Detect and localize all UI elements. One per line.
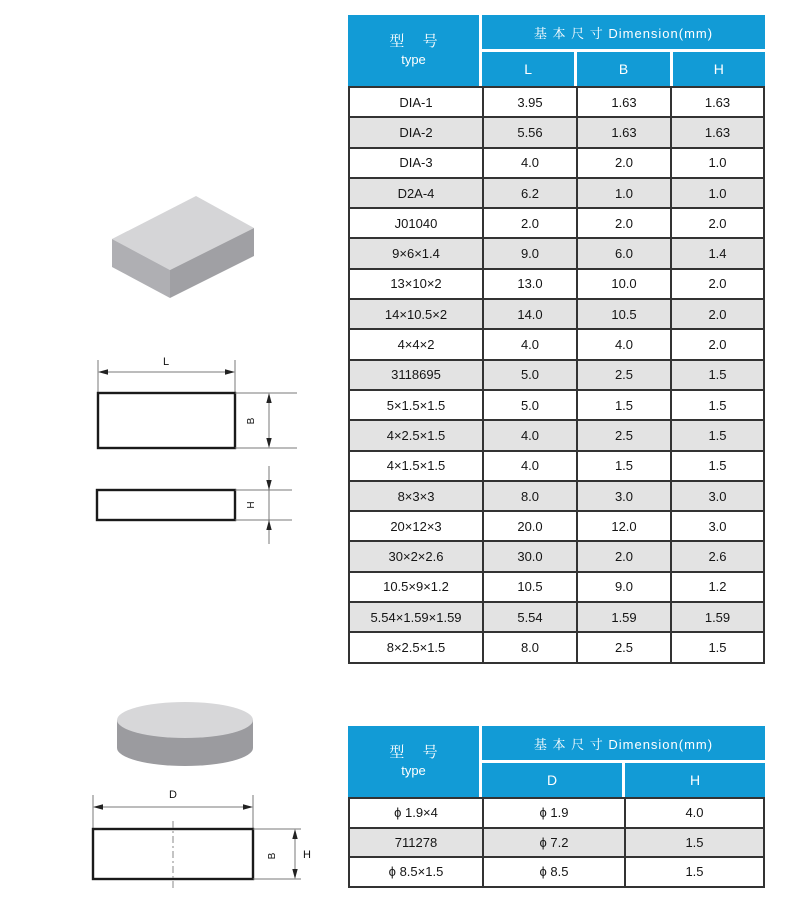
type-cell-value: 4×2.5×1.5 [349, 420, 483, 450]
dimension-cell-value: 2.0 [483, 208, 577, 238]
dimension-cell-value: 4.0 [483, 451, 577, 481]
dimension-cell-value: 10.5 [577, 299, 671, 329]
dimension-header-area [482, 15, 765, 86]
table-row [349, 117, 764, 147]
dimension-cell-value: 2.0 [577, 541, 671, 571]
type-cell-value: J01040 [349, 208, 483, 238]
dimension-cell-value: 12.0 [577, 511, 671, 541]
disc-dimension-table [348, 726, 765, 888]
table-row [349, 299, 764, 329]
dimension-cell-value: 5.54 [483, 602, 577, 632]
height-dimension-label: H [246, 501, 257, 509]
table-row [349, 828, 764, 858]
dimension-cell-value: 14.0 [483, 299, 577, 329]
dimension-cell-value: 6.0 [577, 238, 671, 268]
rect-dimension-table [348, 15, 765, 664]
type-cell-value: 13×10×2 [349, 269, 483, 299]
dimension-cell-value: 1.59 [577, 602, 671, 632]
table-row [349, 541, 764, 571]
arrowhead [98, 369, 108, 375]
table-row [349, 148, 764, 178]
dimension-cell-value: 30.0 [483, 541, 577, 571]
type-cell-value: 3118695 [349, 360, 483, 390]
dimension-cell-value: 1.5 [671, 360, 764, 390]
dimension-cell-value: 1.63 [671, 87, 764, 117]
dimension-cell-value: 2.5 [577, 360, 671, 390]
table-row [349, 451, 764, 481]
table-row [349, 798, 764, 828]
dimension-cell-value: 10.5 [483, 572, 577, 602]
dimension-cell-value: 1.4 [671, 238, 764, 268]
type-cell-value: 8×3×3 [349, 481, 483, 511]
type-cell-value: 711278 [349, 828, 483, 858]
dimension-cell-value: 1.5 [625, 857, 764, 887]
type-header-cell [348, 726, 479, 797]
dimension-columns [482, 52, 765, 86]
dimension-cell-value: 5.56 [483, 117, 577, 147]
diameter-dimension-label: D [169, 789, 177, 801]
dimension-cell-value: 2.0 [671, 299, 764, 329]
rect-side-view-drawing [90, 462, 315, 554]
dimension-cell-value: 3.0 [671, 481, 764, 511]
dimension-cell-value: 8.0 [483, 481, 577, 511]
table-row [349, 238, 764, 268]
dimension-cell-value: 9.0 [577, 572, 671, 602]
dimension-cell-value: 1.5 [671, 390, 764, 420]
dimension-cell-value: 2.0 [671, 269, 764, 299]
type-cell-value: 9×6×1.4 [349, 238, 483, 268]
type-cell-value: 4×4×2 [349, 329, 483, 359]
dimension-cell-value: 2.0 [671, 329, 764, 359]
dimension-cell-value: 1.59 [671, 602, 764, 632]
table-row [349, 572, 764, 602]
width-dimension-label: B [267, 852, 278, 860]
dimension-cell-value: 20.0 [483, 511, 577, 541]
length-dimension-label: L [162, 356, 170, 368]
dimension-cell-value: 2.0 [577, 148, 671, 178]
dimension-cell-value: 13.0 [483, 269, 577, 299]
disc-dimension-drawing [85, 785, 320, 900]
type-cell-value: 5×1.5×1.5 [349, 390, 483, 420]
table-row [349, 481, 764, 511]
dimension-cell-value: 10.0 [577, 269, 671, 299]
table-row [349, 178, 764, 208]
dimension-cell-value: 4.0 [483, 148, 577, 178]
part-outline [98, 393, 235, 448]
dimension-cell-value: ϕ 7.2 [483, 828, 625, 858]
type-cell-value: 5.54×1.59×1.59 [349, 602, 483, 632]
dimension-cell-value: 2.6 [671, 541, 764, 571]
dimension-cell-value: 1.63 [671, 117, 764, 147]
dimension-cell-value: 1.63 [577, 87, 671, 117]
table-row [349, 632, 764, 662]
arrowhead [266, 438, 271, 448]
dimension-cell-value: 2.0 [671, 208, 764, 238]
column-header-H: H [673, 52, 765, 86]
type-cell-value: 20×12×3 [349, 511, 483, 541]
dimension-cell-value: 1.5 [577, 451, 671, 481]
dimension-cell-value: 1.0 [671, 178, 764, 208]
width-dimension-label: B [246, 417, 257, 425]
column-header-B: B [577, 52, 669, 86]
table-body [348, 86, 765, 664]
type-cell-value: ϕ 8.5×1.5 [349, 857, 483, 887]
type-label-en: type [401, 762, 426, 778]
table-row [349, 208, 764, 238]
type-cell-value: 10.5×9×1.2 [349, 572, 483, 602]
type-header-cell [348, 15, 479, 86]
dimension-cell-value: 8.0 [483, 632, 577, 662]
arrowhead [266, 480, 271, 490]
arrowhead [292, 869, 297, 879]
column-header-H: H [625, 763, 765, 797]
rect-top-view-drawing [90, 352, 315, 460]
table-row [349, 857, 764, 887]
type-cell-value: 8×2.5×1.5 [349, 632, 483, 662]
table-row [349, 420, 764, 450]
table-header [348, 726, 765, 797]
type-cell-value: D2A-4 [349, 178, 483, 208]
table-row [349, 360, 764, 390]
dimension-title: 基 本 尺 寸 Dimension(mm) [482, 726, 765, 760]
dimension-cell-value: 4.0 [577, 329, 671, 359]
arrowhead [93, 804, 103, 810]
dimension-cell-value: 1.0 [577, 178, 671, 208]
dimension-cell-value: 5.0 [483, 360, 577, 390]
table-row [349, 511, 764, 541]
dimension-cell-value: 2.5 [577, 632, 671, 662]
dimension-cell-value: 1.5 [671, 451, 764, 481]
dimension-cell-value: 5.0 [483, 390, 577, 420]
dimension-cell-value: 1.5 [671, 632, 764, 662]
type-cell-value: 14×10.5×2 [349, 299, 483, 329]
column-header-D: D [482, 763, 622, 797]
arrowhead [243, 804, 253, 810]
dimension-title: 基 本 尺 寸 Dimension(mm) [482, 15, 765, 49]
dimension-cell-value: 6.2 [483, 178, 577, 208]
part-outline [97, 490, 235, 520]
dimension-cell-value: 3.0 [671, 511, 764, 541]
table-row [349, 269, 764, 299]
dimension-cell-value: 1.5 [671, 420, 764, 450]
disc-top-face [117, 702, 253, 738]
arrowhead [266, 393, 271, 403]
type-cell-value: 30×2×2.6 [349, 541, 483, 571]
table-row [349, 390, 764, 420]
dimension-cell-value: 4.0 [625, 798, 764, 828]
type-cell-value: 4×1.5×1.5 [349, 451, 483, 481]
disc-3d-illustration [105, 695, 265, 790]
column-header-L: L [482, 52, 574, 86]
dimension-cell-value: 1.5 [625, 828, 764, 858]
table-row [349, 329, 764, 359]
table-header [348, 15, 765, 86]
dimension-cell-value: 1.2 [671, 572, 764, 602]
dimension-cell-value: 2.5 [577, 420, 671, 450]
table-row [349, 87, 764, 117]
dimension-header-area [482, 726, 765, 797]
type-cell-value: DIA-1 [349, 87, 483, 117]
dimension-cell-value: 4.0 [483, 420, 577, 450]
type-label-cn: 型 号 [389, 33, 445, 50]
dimension-cell-value: 1.5 [577, 390, 671, 420]
type-label-cn: 型 号 [389, 744, 445, 761]
dimension-columns [482, 763, 765, 797]
arrowhead [225, 369, 235, 375]
table-body [348, 797, 765, 888]
arrowhead [292, 829, 297, 839]
dimension-cell-value: 1.0 [671, 148, 764, 178]
dimension-cell-value: 3.0 [577, 481, 671, 511]
arrowhead [266, 520, 271, 530]
type-cell-value: DIA-2 [349, 117, 483, 147]
block-3d-illustration [105, 192, 270, 304]
dimension-cell-value: ϕ 1.9 [483, 798, 625, 828]
type-cell-value: DIA-3 [349, 148, 483, 178]
height-dimension-label: H [303, 849, 311, 861]
dimension-cell-value: 2.0 [577, 208, 671, 238]
dimension-cell-value: 3.95 [483, 87, 577, 117]
table-row [349, 602, 764, 632]
dimension-cell-value: ϕ 8.5 [483, 857, 625, 887]
type-label-en: type [401, 51, 426, 67]
dimension-cell-value: 4.0 [483, 329, 577, 359]
dimension-cell-value: 1.63 [577, 117, 671, 147]
type-cell-value: ϕ 1.9×4 [349, 798, 483, 828]
dimension-cell-value: 9.0 [483, 238, 577, 268]
